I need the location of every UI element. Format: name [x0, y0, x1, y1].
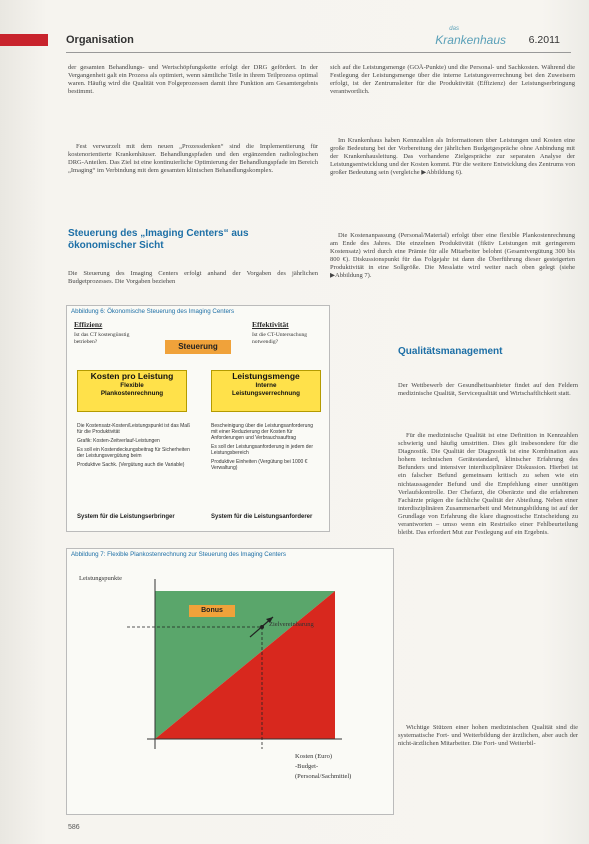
leistungsmenge-sub1: Interne: [255, 382, 277, 389]
figure-6: [66, 305, 330, 532]
left-paragraph-2: Fest verwurzelt mit dem neuen „Prozessdenken“ sind die Implementierung für kostenorientierte Krankenhäuser. Behandlungspfaden und den ergänzenden radiologischen DRG-Anteilen. Das Ziel ist eine kontinuierliche Optimierung der Behandlungspfade im Bereich „Imaging“ im Verbindung mit dem gesamten klinischen Behandlungskomplex.: [68, 143, 319, 175]
header-divider: [66, 52, 571, 53]
left-paragraph-3: Die Steuerung des Imaging Centers erfolgt anhand der Vorgaben des jährlichen Budgetprozesses. Die Vorgaben beziehen: [68, 270, 318, 286]
left-item: Produktive Sachk. (Vergütung auch die Variable): [77, 462, 185, 468]
right-item: Produktive Einheiten (Vergütung bei 1000 € Verwaltung): [211, 459, 308, 471]
effizienz-label: Effizienz: [74, 320, 103, 329]
kosten-pro-leistung-sub2: Plankostenrechnung: [100, 390, 164, 397]
effektivitaet-label: Effektivität: [252, 320, 289, 329]
issue-number: 6.2011: [528, 34, 560, 46]
right-paragraph-6: Wichtige Stützen einer hohen medizinischen Qualität sind die systematische Fort- und Weiterbildung der ärztlichen, aber auch der nicht-ärztlichen Mitarbeiter. Die Fort- und Weiterbil-: [398, 724, 578, 748]
page-number: 586: [68, 824, 80, 831]
left-intro-paragraph: der gesamten Behandlungs- und Wertschöpfungskette erfolgt der DRG gefördert. In der Vergangenheit galt ein Prozess als optimiert, wenn sämtliche Teile in ihrem Teilprozess optimal waren. Häufig wird die Qualität von Folgeprozessen damit ihre Funktion am Gesamtergebnis bestimmt.: [68, 64, 318, 96]
heading-qualitaetsmanagement: Qualitätsmanagement: [398, 346, 503, 357]
kosten-pro-leistung-box: [77, 370, 187, 412]
figure-7-title: Abbildung 7: Flexible Plankostenrechnung zur Steuerung des Imaging Centers: [71, 551, 286, 558]
right-paragraph-2: Im Krankenhaus haben Kennzahlen als Informationen über Leistungen und Kosten eine große Bedeutung bei der Vorbereitung der jährlichen Budgetgespräche ohne Anbindung mit der Krankenhausleitung. Das vorhandene Zielgespräche zur separaten Analyse der Leistungsentwicklung und der Kosten kommt. Für die weitere Entwicklung des Zentrums von großer Bedeutung sein (vergleiche ▶Abbildung 6).: [330, 137, 575, 177]
section-title: Organisation: [66, 34, 134, 46]
system-left-label: System für die Leistungserbringer: [77, 514, 175, 520]
target-point: [260, 625, 264, 629]
right-paragraph-1: sich auf die Leistungsmenge (GOÄ-Punkte) und die Personal- und Sachkosten. Während die Festlegung der Leistungsmenge über die interne Leistungsverrechnung bei den Zuweisern erfolgt, ist der Zentrumsleiter für die Produktivität (Effizienz) der Leistungserbringung verantwortlich.: [330, 64, 575, 96]
bonus-box: Bonus: [189, 605, 235, 617]
figure-6-title: Abbildung 6: Ökonomische Steuerung des Imaging Centers: [71, 308, 235, 315]
figure-7: [66, 548, 394, 815]
x-axis-label-3: (Personal/Sachmittel): [295, 773, 352, 780]
right-bullet-list: [211, 423, 321, 474]
system-right-label: System für die Leistungsanforderer: [211, 514, 313, 520]
x-axis-label-2: -Budget-: [295, 763, 319, 770]
y-axis-label: Leistungspunkte: [79, 575, 122, 582]
leistungsmenge-title: Leistungsmenge: [232, 371, 300, 381]
steuerung-box: Steuerung: [165, 340, 231, 354]
leistungsmenge-box: [211, 370, 321, 412]
kosten-pro-leistung-sub1: Flexible: [120, 382, 144, 389]
section-color-bar: [0, 34, 48, 46]
right-item: Bescheinigung über die Leistungsanforderung mit einer Reduzierung der Kosten für Anforderungen und Verbrauchsauftrag: [211, 423, 314, 441]
left-bullet-list: [77, 423, 192, 471]
right-paragraph-5: Für die medizinische Qualität ist eine Definition in Kennzahlen schwierig und häufig umstritten. Dies gilt insbesondere für die Diagnostik. Die Qualität der Diagnostik ist eine Kombination aus hohem technischen Gerätestandard, klinischer Erfahrung des Befunders und intensiver interdisziplinärer Diskussion. Hierbei ist ein falscher Befund gemeinsam kritisch zu sehen wie ein nichtaussagender Befund und die Empfehlung einer unnötigen Verlaufskontrolle. Der Chefarzt, die Oberärzte und die erfahrenen Fachärzte prägen die fachliche Qualität der Abteilung. Neben einer interdisziplinären Zusammenarbeit und Meinungsbildung ist auf der Grundlage von Erfahrung die klare diagnostische Entscheidung zu verantworten – umso wenn ein Restrisiko einer Fehlbeurteilung bleibt. Das erfordert Mut zur Festlegung auf ein Ergebnis.: [398, 432, 578, 537]
effizienz-question: Ist das CT kostengünstig betrieben?: [74, 332, 130, 345]
heading-imaging-centers: Steuerung des „Imaging Centers“ aus ökonomischer Sicht: [68, 228, 249, 251]
left-item: Die Kostensatz-Kosten/Leistungspunkt ist das Maß für die Produktivität: [77, 423, 191, 435]
right-paragraph-4: Der Wettbewerb der Gesundheitsanbieter findet auf den Feldern medizinische Qualität, Servicequalität und Wirtschaftlichkeit statt.: [398, 382, 578, 398]
page-header: [66, 26, 566, 48]
kosten-pro-leistung-title: Kosten pro Leistung: [90, 371, 174, 381]
effektivitaet-question: Ist die CT-Untersuchung notwendig?: [252, 332, 308, 345]
left-item: Es soll ein Kostendeckungsbeitrag für Sicherheiten der Leistungsvergütung beim: [77, 447, 190, 459]
right-paragraph-3: Die Kostenanpassung (Personal/Material) erfolgt über eine flexible Plankostenrechnung am Ende des Jahres. Die einzelnen Produktivität (fiktiv Leistungen mit geringerem Kostensatz) wird durch eine Prämie für alle Mitarbeiter belohnt (Gesamtvergütung 300 bis 800 €). Diskussionspunkt für das Folgejahr ist dann die Überführung dieser gesteigerten Produktivität in eine Sollgröße. Die Messlatte wird weiter nach oben gelegt (siehe ▶Abbildung 7).: [330, 232, 575, 280]
right-item: Es soll der Leistungsanforderung in jedem der Leistungsbereich: [211, 444, 314, 456]
leistungsmenge-sub2: Leistungsverrechnung: [232, 390, 300, 397]
target-label: Zielvereinbarung: [269, 621, 314, 628]
x-axis-label-1: Kosten (Euro): [295, 753, 333, 760]
left-item: Grafik: Kosten-Zeitverlauf-Leistungen: [77, 438, 160, 444]
magazine-logo: das Krankenhaus: [435, 26, 506, 47]
